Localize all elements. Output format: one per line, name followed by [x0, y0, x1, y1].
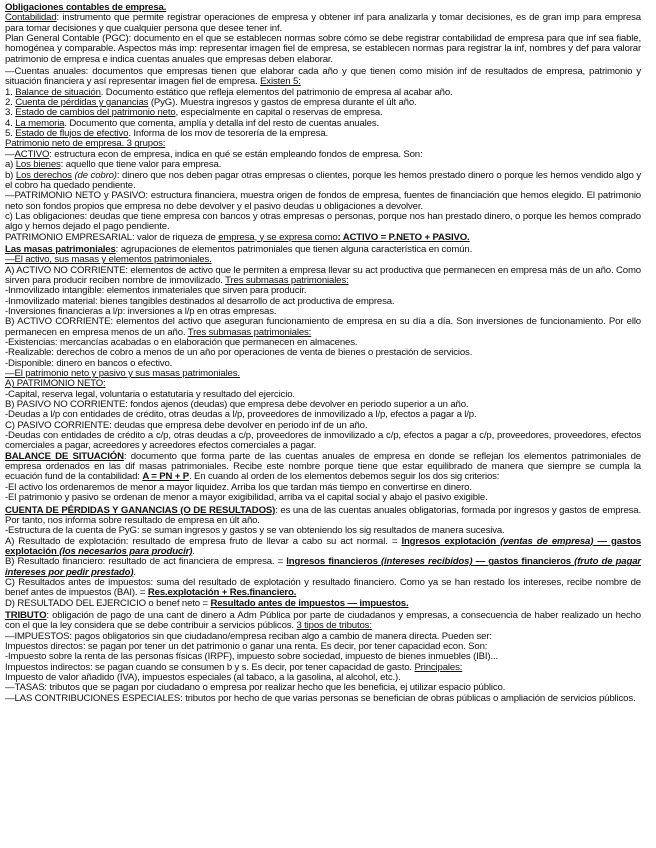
list-item: 5. Estado de flujos de efectivo. Informa de los mov de tesorería de la empresa. — [5, 128, 329, 140]
list-item: -Inversiones financieras a l/p: inversiones a l/p en otras empresas. — [5, 305, 277, 317]
list-item: -Deudas con entidades de crédito a c/p, otras deudas a c/p, proveedores de inmovilizado a c/p, efectos a pagar a c/p, proveedores, proveedores, efectos comerciales a pagar, acreedores y acreedores efectos comerciales a pagar. — [5, 430, 641, 452]
list-item: -El activo los ordenaremos de menor a mayor liquidez. Arriba los que tardan más tiempo en convertirse en dinero. — [5, 481, 472, 493]
activo-term: ACTIVO — [14, 148, 50, 160]
list-item: 3. Estado de cambios del patrimonio neto, especialmente en capital o reservas de empresa. — [5, 107, 383, 119]
cuentas-anuales-count: Existen 5: — [260, 76, 301, 88]
balance-term: BALANCE DE SITUACIÓN — [5, 450, 124, 462]
impuestos-paragraph: —IMPUESTOS: pagos obligatorios sin que ciudadano/empresa reciban algo a cambio de manera directa. Pueden ser: — [5, 630, 492, 642]
list-item: -Inmovilizado material: bienes tangibles destinados al desarrollo de act productiva de empresa. — [5, 295, 395, 307]
list-item: -Disponible: dinero en bancos o efectivo. — [5, 357, 173, 369]
masas-term: Las masas patrimoniales — [5, 243, 116, 255]
contabilidad-text: : instrumento que permite registrar operaciones de empresa y obtener inf para analizarla y tomar decisiones, es de gran imp para empresa para tomar decisiones y que cualquier persona que desee tener inf. — [5, 12, 641, 34]
patrimonio-empresarial-paragraph: PATRIMONIO EMPRESARIAL: valor de riqueza de empresa, y se expresa como: ACTIVO = P.NETO + PASIVO. — [5, 231, 470, 243]
resultado-financiero: B) Resultado financiero: resultado de act financiera de empresa. = Ingresos financieros (intereses recibidos) — gastos financieros (fruto de pagar intereses por pedir prestado). — [5, 556, 641, 578]
resultado-explotacion: A) Resultado de explotación: resultado de empresa fruto de llevar a cabo su act normal. = Ingresos explotación (ventas de empresa) — gastos explotación (los necesarios para producir). — [5, 535, 642, 557]
patrimonio-heading: Patrimonio neto de empresa. 3 grupos: — [5, 138, 166, 150]
list-item: -Existencias: mercancías acabadas o en elaboración que permanecen en almacenes. — [5, 337, 358, 348]
bienes-paragraph: a) Los bienes: aquello que tiene valor para empresa. — [5, 159, 222, 171]
masas-paragraph: Las masas patrimoniales: agrupaciones de elementos patrimoniales que tienen alguna característica en común. — [5, 243, 473, 255]
list-item: -Capital, reserva legal, voluntaria o estatutaria y resultado del ejercicio. — [5, 388, 295, 400]
list-item: 2. Cuenta de pérdidas y ganancias (PyG). Muestra ingresos y gastos de empresa durante el últ año. — [5, 97, 417, 109]
pyg-term: CUENTA DE PÉRDIDAS Y GANANCIAS (O DE RESULTADOS) — [5, 504, 276, 516]
pgc-text: Plan General Contable (PGC): documento en el que se establecen normas sobre cómo se debe registrar contabilidad de empresa para que inf sea fiable, homogénea y comparable. Aspectos más imp: representar imagen fiel de empresa, se establecen normas para registrar la inf, nombres y def para valorar patrimonio de empresa e indica cuentas anuales que empresas deben elaborar. — [5, 33, 641, 65]
ac-paragraph: B) ACTIVO CORRIENTE: elementos del activo que aseguran funcionamiento de empresa en su día a día. Son inversiones de funcionamiento. Por ello permanecen en empresa menos de un año. Tres submasas patrimoniales: — [5, 316, 641, 338]
activo-paragraph: —ACTIVO: estructura econ de empresa, indica en qué se están empleando fondos de empresa. Son: — [5, 148, 423, 160]
list-item: -Deudas a l/p con entidades de crédito, otras deudas a l/p, proveedores de inmovilizado a l/p, efectos a pagar a l/p. — [5, 409, 477, 421]
resultado-ejercicio: D) RESULTADO DEL EJERCICIO o benef neto = Resultado antes de impuestos — impuestos. — [5, 597, 409, 609]
cuentas-anuales-paragraph — [5, 67, 641, 88]
page-title: Obligaciones contables de empresa. — [5, 2, 167, 13]
list-item: -Impuesto sobre la renta de las personas físicas (IRPF), impuesto sobre sociedad, impuesto de bienes inmuebles (IBI)... — [5, 651, 498, 663]
list-item: C) PASIVO CORRIENTE: deudas que empresa debe devolver en periodo inf de un año. — [5, 419, 368, 431]
list-item: 1. Balance de situación. Documento estático que refleja elementos del patrimonio de empresa al acabar año. — [5, 86, 453, 98]
patrimonio-equation: : ACTIVO = P.NETO + PASIVO. — [337, 231, 470, 243]
resultado-antes-impuestos: C) Resultados antes de impuestos: suma del resultado de explotación y resultado financiero. Como ya se han restado los intereses, recibe nombre de benef antes de impuestos (BAI). = Res.explotación + Res.financiero. — [5, 576, 641, 599]
pn-subheading: —El patrimonio neto y pasivo y sus masas patrimoniales. — [5, 368, 240, 380]
balance-equation: A = PN + P — [142, 471, 189, 483]
tributo-paragraph: TRIBUTO: obligación de pago de una cant de dinero a Adm Pública por parte de ciudadanos y empresas, a consecuencia de haber realizado un hecho con el que la ley considera que se debe contribuir a servicios públicos. 3 tipos de tributos: — [5, 609, 641, 632]
balance-paragraph: BALANCE DE SITUACIÓN: documento que forma parte de las cuentas anuales de empresa en donde se reflejan los elementos patrimoniales de empresa ordenados en las dif masas patrimoniales. Recibe este nombre porque tiene que estar equilibrado de manera que siempre se cumpla la ecuación fund de la contabilidad: A = PN + P. En cuando al orden de los elementos debemos seguir los dos sig criterios: — [5, 450, 641, 483]
list-item: -Realizable: derechos de cobro a menos de un año por operaciones de venta de bienes o prestación de servicios. — [5, 347, 473, 359]
list-item: B) PASIVO NO CORRIENTE: fondos ajenos (deudas) que empresa debe devolver en periodo superior a un año. — [5, 399, 469, 411]
list-item: Impuesto de valor añadido (IVA), impuestos especiales (al tabaco, a la gasolina, al alcohol, etc.). — [5, 672, 401, 683]
list-item: 4. La memoria. Documento que comenta, amplía y detalla inf del resto de cuentas anuales. — [5, 117, 379, 129]
cuentas-anuales-list — [5, 88, 641, 140]
pn-heading: A) PATRIMONIO NETO: — [5, 378, 106, 390]
pyg-paragraph: CUENTA DE PÉRDIDAS Y GANANCIAS (O DE RESULTADOS): es una de las cuentas anuales obligatorias, formada por ingresos y gastos de empresa. Por tanto, nos informa sobre resultado de empresa en últ año. — [5, 504, 642, 526]
contabilidad-term: Contabilidad — [5, 12, 57, 24]
list-item: -Inmovilizado intangible: elementos inmateriales que sirven para producir. — [5, 285, 307, 297]
obligaciones-paragraph: c) Las obligaciones: deudas que tiene empresa con bancos y otras empresas o personas, porque nos han prestado dinero, o porque les hemos comprado algo y hemos dejado el pago pendiente. — [5, 210, 641, 233]
pn-pasivo-paragraph: —PATRIMONIO NETO y PASIVO: estructura financiera, muestra origen de fondos de empresa, fuentes de financiación que hemos elegido. El patrimonio neto son fondos propios que empresa no debe devolver y el pasivo deudas u obligaciones a devolver. — [5, 190, 641, 212]
contribuciones-paragraph: —LAS CONTRIBUCIONES ESPECIALES: tributos por hecho de que varias personas se benefician de obras públicas o ampliación de servicios públicos. — [5, 692, 636, 704]
tributo-term: TRIBUTO — [5, 609, 47, 621]
contabilidad-paragraph — [5, 13, 641, 34]
anc-paragraph: A) ACTIVO NO CORRIENTE: elementos de activo que le permiten a empresa llevar su act productiva que permanecen en empresa más de un año. Como sirven para producir reciben nombre de inmovilizado. Tres submasas patrimoniales: — [5, 264, 641, 286]
list-item: -El patrimonio y pasivo se ordenan de menor a mayor exigibilidad, arriba va el capital social y abajo el pasivo exigible. — [5, 492, 488, 504]
tasas-paragraph: —TASAS: tributos que se pagan por ciudadano o empresa por realizar hecho que les beneficia, ej utilizar espacio público. — [5, 682, 506, 694]
impuestos-directos: Impuestos directos: se pagan por tener un det patrimonio o ganar una renta. Es decir, por tener capacidad econ. Son: — [5, 640, 488, 652]
masas-subheading: —El activo, sus masas y elementos patrimoniales. — [5, 254, 212, 266]
cuentas-anuales-intro: —Cuentas anuales: documentos que empresas tienen que elaborar cada año y que tienen como misión inf de resultados de empresa, patrimonio y situación financiera y así representar imagen fiel de empresa. — [5, 66, 641, 88]
pyg-estructura: -Estructura de la cuenta de PyG: se suman ingresos y gastos y se van obteniendo los sig resultados de manera sucesiva. — [5, 525, 505, 537]
pgc-paragraph — [5, 34, 641, 65]
impuestos-indirectos: Impuestos indirectos: se pagan cuando se consumen b y s. Es decir, por tener capacidad de gasto. Principales: — [5, 661, 463, 673]
derechos-paragraph: b) Los derechos (de cobro): dinero que nos deben pagar otras empresas o clientes, porque les hemos prestado dinero o porque les hemos vendido algo y el cobro ha quedado pendiente. — [5, 169, 641, 191]
